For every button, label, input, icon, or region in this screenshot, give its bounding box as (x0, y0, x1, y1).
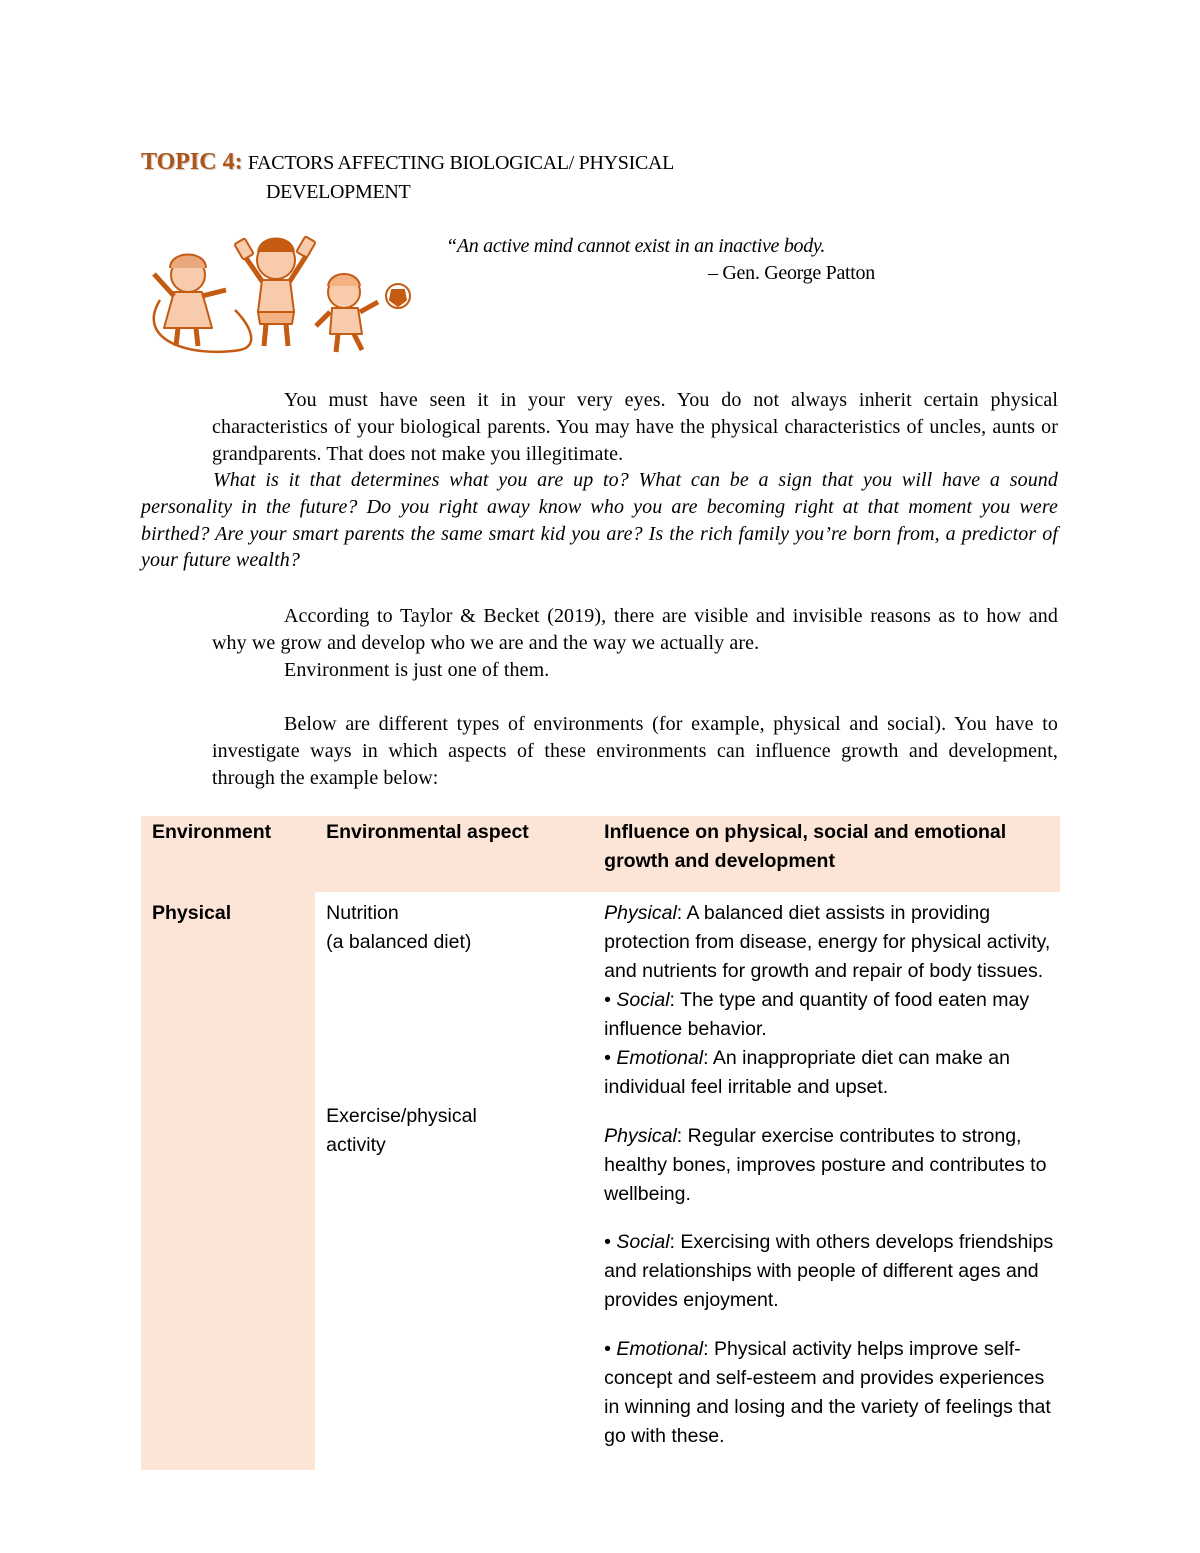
influence-physical-label: Physical (604, 902, 677, 924)
header-environmental-aspect: Environmental aspect (315, 816, 594, 892)
aspect-cell (315, 1102, 594, 1470)
intro-paragraph (212, 387, 1058, 467)
influence-physical (604, 1122, 1060, 1209)
influence-emotional-label: Emotional (616, 1047, 704, 1069)
topic-label: TOPIC 4: (141, 149, 243, 175)
environments-intro-text: Below are different types of environments (for example, physical and social). You have to investigate ways in which aspects of these environments can influence growth and development, through the example below: (212, 713, 1058, 789)
influence-emotional (604, 1044, 1060, 1102)
header-influence: Influence on physical, social and emotional growth and development (594, 816, 1060, 892)
children-exercising-clipart (140, 230, 420, 358)
aspect-detail: (a balanced diet) (326, 931, 472, 953)
aspect-cell (315, 892, 594, 1102)
topic-title-line1: FACTORS AFFECTING BIOLOGICAL/ PHYSICAL (247, 152, 675, 174)
topic-title-line2: DEVELOPMENT (266, 181, 411, 203)
header-environment: Environment (141, 816, 315, 892)
influence-cell (594, 1102, 1060, 1470)
influence-social-text: : Exercising with others develops friendships and relationships with people of different ages and provides enjoyment. (604, 1231, 1054, 1311)
influence-emotional (604, 1335, 1060, 1451)
aspect-name: Nutrition (326, 902, 399, 924)
topic-title (141, 146, 674, 179)
quote-author: – Gen. George Patton (708, 262, 875, 284)
influence-physical-text: : A balanced diet assists in providing protection from disease, energy for physical activity, and nutrients for growth and repair of body tissues. (604, 902, 1051, 982)
environment-cell (141, 892, 315, 1470)
intro-paragraph-text: You must have seen it in your very eyes. You do not always inherit certain physical characteristics of your biological parents. You may have the physical characteristics of uncles, aunts or grandparents. That does not make you illegitimate. (212, 389, 1058, 465)
aspect-name: Exercise/physical (326, 1105, 477, 1127)
influence-physical (604, 899, 1060, 986)
table-row (141, 892, 1060, 1102)
taylor-becket-paragraph (212, 603, 1058, 683)
influence-emotional-text: : An inappropriate diet can make an individual feel irritable and upset. (604, 1047, 1010, 1098)
questions-paragraph-text: What is it that determines what you are up to? What can be a sign that you will have a sound personality in the future? Do you right away know who you are becoming right at that moment you were birthed? Are your smart parents the same smart kid you are? Is the rich family you’re born from, a predictor of your future wealth? (141, 469, 1058, 572)
quote-text: “An active mind cannot exist in an inactive body. (446, 235, 826, 257)
influence-physical-text: : Regular exercise contributes to strong, healthy bones, improves posture and contributes to wellbeing. (604, 1124, 1047, 1205)
influence-cell (594, 892, 1060, 1102)
influence-social (604, 986, 1060, 1044)
environment-statement: Environment is just one of them. (284, 658, 550, 681)
environment-influence-table (141, 816, 1060, 1470)
table-header-row (141, 816, 1060, 892)
bullet: • (604, 1047, 611, 1069)
influence-social-text: : The type and quantity of food eaten may influence behavior. (604, 989, 1030, 1040)
bullet: • (604, 989, 611, 1011)
environments-intro-paragraph (212, 711, 1058, 791)
influence-emotional-text: : Physical activity helps improve self-concept and self-esteem and provides experiences in winning and losing and the variety of feelings that go with these. (604, 1337, 1051, 1447)
questions-paragraph (141, 467, 1058, 574)
bullet: • (604, 1231, 611, 1253)
influence-physical-label: Physical (604, 1124, 677, 1147)
influence-emotional-label: Emotional (616, 1337, 704, 1360)
bullet: • (604, 1337, 611, 1360)
environment-label: Physical (152, 902, 232, 924)
influence-social-label: Social (616, 1231, 670, 1253)
taylor-becket-text: According to Taylor & Becket (2019), there are visible and invisible reasons as to how and why we grow and develop who we are and the way we actually are. (212, 605, 1058, 654)
aspect-detail: activity (326, 1134, 386, 1156)
influence-social (604, 1228, 1060, 1315)
influence-social-label: Social (616, 989, 670, 1011)
